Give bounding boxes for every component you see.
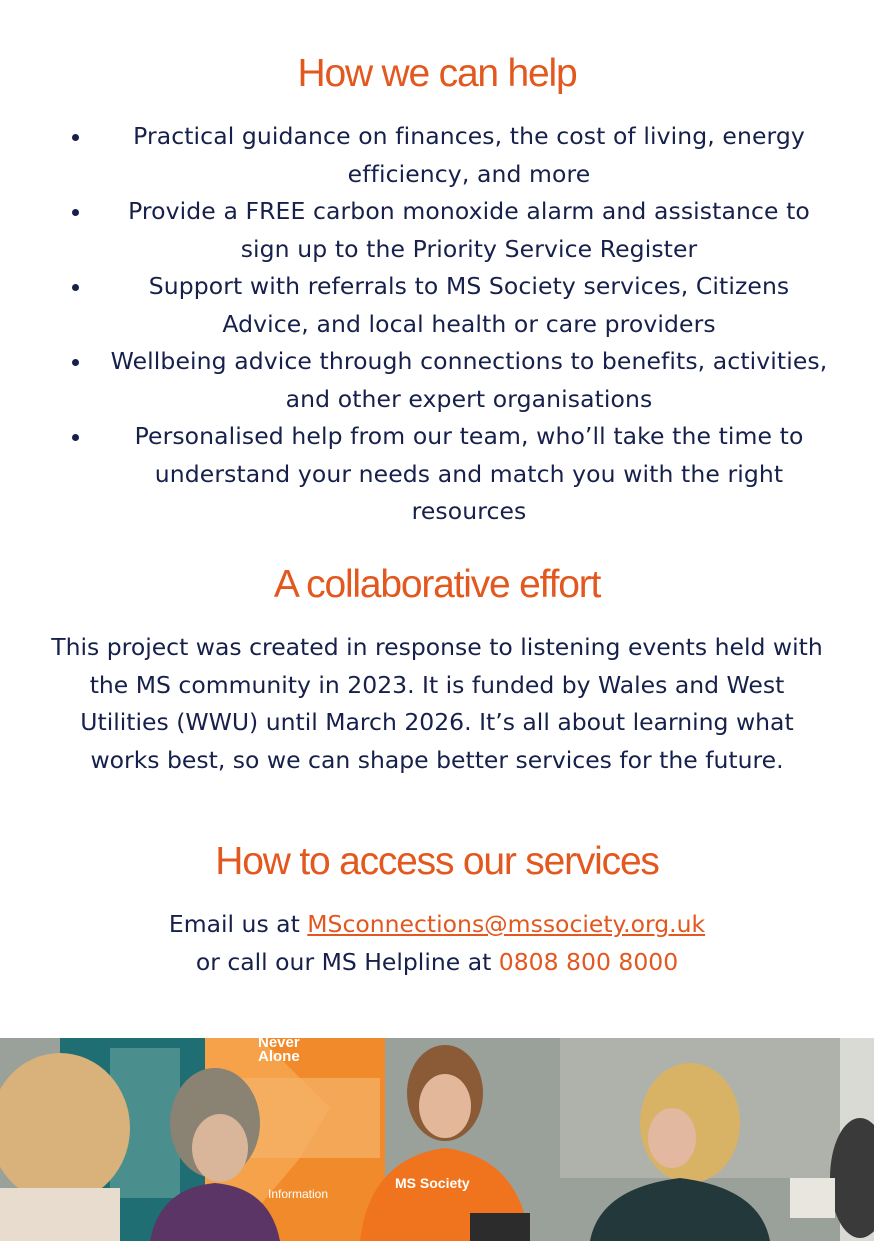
help-list xyxy=(62,118,832,531)
banner-text-alone: Alone xyxy=(258,1048,300,1065)
list-item-text: Practical guidance on finances, the cost of living, energy efficiency, and more xyxy=(133,122,805,188)
email-link[interactable]: MSconnections@mssociety.org.uk xyxy=(307,910,706,938)
banner-text-never: Never xyxy=(258,1038,300,1051)
collab-body: This project was created in response to listening events held with the MS community in 2023. It is funded by Wales and West Utilities (WWU) until March 2026. It’s all about learning what works best, so we can shape better services for the future. xyxy=(51,633,823,774)
phone-prefix: or call our MS Helpline at xyxy=(195,948,499,976)
list-item-text: Wellbeing advice through connections to benefits, activities, and other expert organisations xyxy=(110,347,828,413)
list-item xyxy=(62,193,832,268)
help-heading: How we can help xyxy=(297,52,577,95)
bullet-icon xyxy=(72,209,79,216)
access-heading: How to access our services xyxy=(215,840,659,883)
list-item xyxy=(62,118,832,193)
list-item xyxy=(62,268,832,343)
bullet-icon xyxy=(72,434,79,441)
email-prefix: Email us at xyxy=(168,910,308,938)
photo-illustration xyxy=(0,1038,874,1241)
list-item xyxy=(62,343,832,418)
bullet-icon xyxy=(72,359,79,366)
banner-text-info: Information xyxy=(268,1187,329,1201)
bullet-icon xyxy=(72,284,79,291)
list-item-text: Provide a FREE carbon monoxide alarm and assistance to sign up to the Priority Service Register xyxy=(128,197,810,263)
contact-block xyxy=(0,905,874,981)
phone-line xyxy=(0,943,874,981)
shirt-text: MS Society xyxy=(395,1175,470,1191)
list-item-text: Support with referrals to MS Society services, Citizens Advice, and local health or care providers xyxy=(148,272,790,338)
helpline-number: 0808 800 8000 xyxy=(498,948,679,976)
list-item-text: Personalised help from our team, who’ll take the time to understand your needs and match you with the right resources xyxy=(134,422,804,525)
bullet-icon xyxy=(72,134,79,141)
collab-heading: A collaborative effort xyxy=(273,563,601,606)
group-photo xyxy=(0,1038,874,1241)
list-item xyxy=(62,418,832,531)
email-line xyxy=(0,905,874,943)
